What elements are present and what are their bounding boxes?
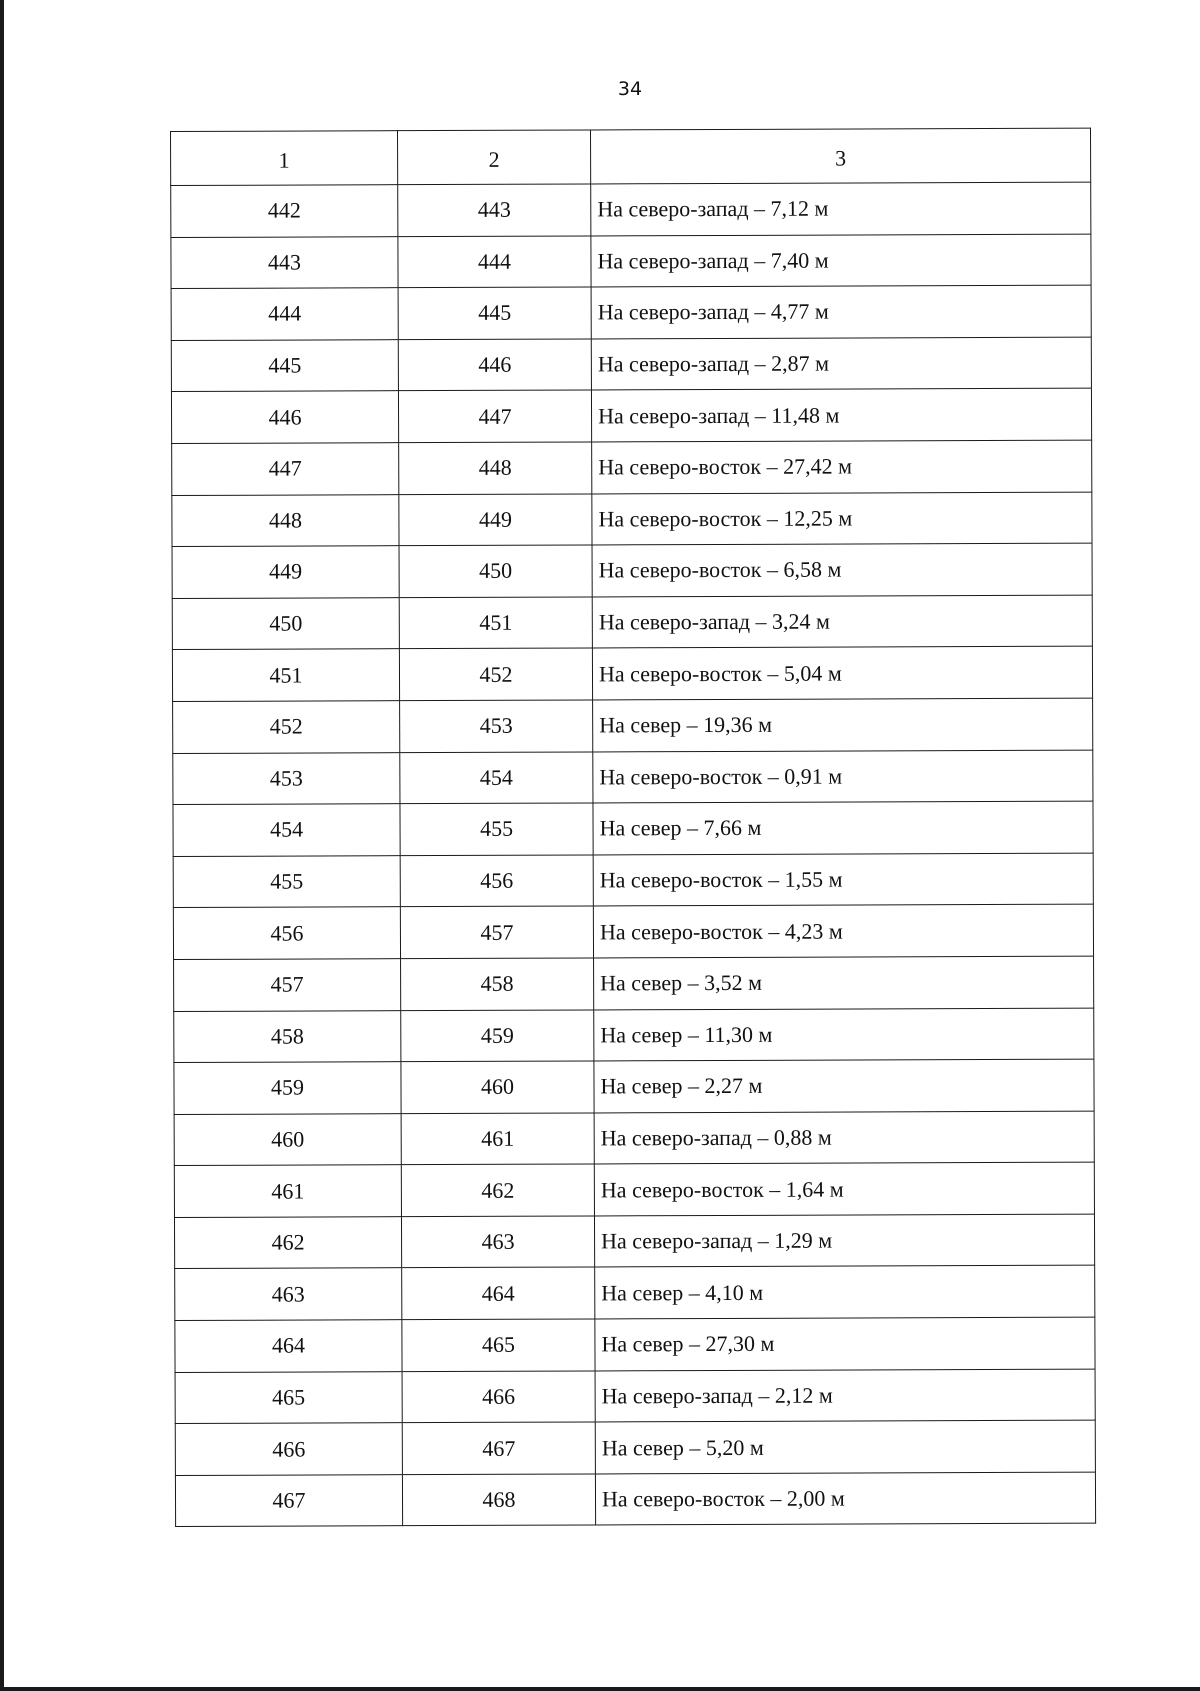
from-point-cell: 445 bbox=[171, 339, 398, 391]
direction-distance-cell: На северо-восток – 4,23 м bbox=[593, 904, 1093, 957]
to-point-cell: 446 bbox=[398, 339, 591, 391]
direction-distance-cell: На северо-восток – 1,64 м bbox=[594, 1162, 1094, 1215]
table-row bbox=[172, 646, 1092, 701]
to-point-cell: 452 bbox=[399, 648, 592, 700]
table-row bbox=[171, 234, 1091, 289]
header-cell-2: 2 bbox=[398, 130, 591, 185]
to-point-cell: 461 bbox=[401, 1113, 594, 1165]
table-row bbox=[175, 1266, 1095, 1321]
from-point-cell: 466 bbox=[175, 1423, 402, 1475]
direction-distance-cell: На север – 19,36 м bbox=[593, 698, 1093, 751]
direction-distance-cell: На северо-восток – 5,04 м bbox=[592, 646, 1092, 699]
to-point-cell: 464 bbox=[402, 1267, 595, 1319]
table-row bbox=[171, 337, 1091, 392]
table-row bbox=[172, 492, 1092, 547]
table-row bbox=[173, 801, 1093, 856]
to-point-cell: 454 bbox=[400, 751, 593, 803]
table-row bbox=[171, 285, 1091, 340]
direction-distance-cell: На север – 27,30 м bbox=[595, 1317, 1095, 1370]
from-point-cell: 464 bbox=[175, 1320, 402, 1372]
table-row bbox=[174, 1214, 1094, 1269]
page-number: 34 bbox=[617, 78, 643, 100]
direction-distance-cell: На северо-запад – 1,29 м bbox=[594, 1214, 1094, 1267]
from-point-cell: 449 bbox=[172, 546, 399, 598]
direction-distance-cell: На север – 7,66 м bbox=[593, 801, 1093, 854]
direction-distance-cell: На север – 11,30 м bbox=[594, 1008, 1094, 1061]
from-point-cell: 446 bbox=[171, 391, 398, 443]
to-point-cell: 463 bbox=[401, 1216, 594, 1268]
table-row bbox=[174, 1162, 1094, 1217]
from-point-cell: 451 bbox=[172, 649, 399, 701]
to-point-cell: 443 bbox=[398, 184, 591, 236]
to-point-cell: 447 bbox=[398, 390, 591, 442]
header-cell-1: 1 bbox=[171, 131, 398, 186]
to-point-cell: 451 bbox=[399, 597, 592, 649]
direction-distance-cell: На север – 5,20 м bbox=[595, 1420, 1095, 1473]
table-row bbox=[173, 698, 1093, 753]
from-point-cell: 450 bbox=[172, 597, 399, 649]
table-row bbox=[175, 1420, 1095, 1475]
to-point-cell: 465 bbox=[402, 1319, 595, 1371]
table-row bbox=[174, 1111, 1094, 1166]
to-point-cell: 458 bbox=[401, 958, 594, 1010]
table-row bbox=[175, 1472, 1095, 1527]
from-point-cell: 461 bbox=[174, 1165, 401, 1217]
from-point-cell: 460 bbox=[174, 1113, 401, 1165]
direction-distance-cell: На северо-запад – 2,87 м bbox=[591, 337, 1091, 390]
to-point-cell: 453 bbox=[400, 700, 593, 752]
direction-distance-cell: На север – 2,27 м bbox=[594, 1059, 1094, 1112]
from-point-cell: 454 bbox=[173, 804, 400, 856]
table-row bbox=[171, 388, 1091, 443]
table-row bbox=[172, 440, 1092, 495]
from-point-cell: 455 bbox=[173, 855, 400, 907]
direction-distance-cell: На северо-запад – 4,77 м bbox=[591, 285, 1091, 338]
to-point-cell: 466 bbox=[402, 1371, 595, 1423]
direction-distance-cell: На северо-запад – 2,12 м bbox=[595, 1369, 1095, 1422]
from-point-cell: 442 bbox=[171, 185, 398, 237]
table-row bbox=[171, 182, 1091, 237]
table-row bbox=[173, 750, 1093, 805]
table-row bbox=[174, 1008, 1094, 1063]
direction-distance-cell: На северо-запад – 3,24 м bbox=[592, 595, 1092, 648]
table-row bbox=[175, 1317, 1095, 1372]
from-point-cell: 467 bbox=[175, 1475, 402, 1527]
direction-distance-cell: На северо-запад – 7,12 м bbox=[591, 182, 1091, 235]
to-point-cell: 468 bbox=[402, 1474, 595, 1526]
table-row bbox=[173, 904, 1093, 959]
from-point-cell: 458 bbox=[174, 1010, 401, 1062]
direction-distance-cell: На северо-запад – 7,40 м bbox=[591, 234, 1091, 287]
direction-distance-cell: На северо-восток – 12,25 м bbox=[592, 492, 1092, 545]
from-point-cell: 453 bbox=[173, 752, 400, 804]
from-point-cell: 459 bbox=[174, 1062, 401, 1114]
scan-edge-bottom bbox=[0, 1687, 1200, 1691]
from-point-cell: 463 bbox=[175, 1268, 402, 1320]
to-point-cell: 460 bbox=[401, 1061, 594, 1113]
table-row bbox=[174, 1059, 1094, 1114]
from-point-cell: 443 bbox=[171, 236, 398, 288]
direction-distance-cell: На северо-восток – 0,91 м bbox=[593, 750, 1093, 803]
to-point-cell: 462 bbox=[401, 1164, 594, 1216]
direction-distance-cell: На северо-запад – 11,48 м bbox=[591, 388, 1091, 441]
to-point-cell: 467 bbox=[402, 1422, 595, 1474]
table-container bbox=[170, 128, 1095, 1528]
direction-distance-cell: На северо-запад – 0,88 м bbox=[594, 1111, 1094, 1164]
to-point-cell: 457 bbox=[400, 906, 593, 958]
from-point-cell: 448 bbox=[172, 494, 399, 546]
to-point-cell: 450 bbox=[399, 545, 592, 597]
direction-distance-cell: На север – 4,10 м bbox=[595, 1266, 1095, 1319]
to-point-cell: 448 bbox=[399, 442, 592, 494]
to-point-cell: 445 bbox=[398, 287, 591, 339]
direction-distance-cell: На север – 3,52 м bbox=[594, 956, 1094, 1009]
direction-distance-cell: На северо-восток – 6,58 м bbox=[592, 543, 1092, 596]
to-point-cell: 444 bbox=[398, 236, 591, 288]
direction-distance-cell: На северо-восток – 2,00 м bbox=[595, 1472, 1095, 1525]
scan-edge-left bbox=[0, 0, 4, 1691]
header-cell-3: 3 bbox=[590, 128, 1090, 184]
boundary-table bbox=[170, 128, 1096, 1528]
from-point-cell: 447 bbox=[172, 443, 399, 495]
to-point-cell: 449 bbox=[399, 494, 592, 546]
table-row bbox=[172, 595, 1092, 650]
from-point-cell: 452 bbox=[173, 701, 400, 753]
table-row bbox=[172, 543, 1092, 598]
from-point-cell: 465 bbox=[175, 1371, 402, 1423]
from-point-cell: 456 bbox=[173, 907, 400, 959]
direction-distance-cell: На северо-восток – 27,42 м bbox=[592, 440, 1092, 493]
table-row bbox=[175, 1369, 1095, 1424]
table-header-row bbox=[171, 128, 1091, 185]
from-point-cell: 462 bbox=[174, 1217, 401, 1269]
from-point-cell: 444 bbox=[171, 288, 398, 340]
direction-distance-cell: На северо-восток – 1,55 м bbox=[593, 853, 1093, 906]
from-point-cell: 457 bbox=[174, 959, 401, 1011]
table-row bbox=[174, 956, 1094, 1011]
to-point-cell: 455 bbox=[400, 803, 593, 855]
to-point-cell: 459 bbox=[401, 1009, 594, 1061]
to-point-cell: 456 bbox=[400, 855, 593, 907]
table-row bbox=[173, 853, 1093, 908]
